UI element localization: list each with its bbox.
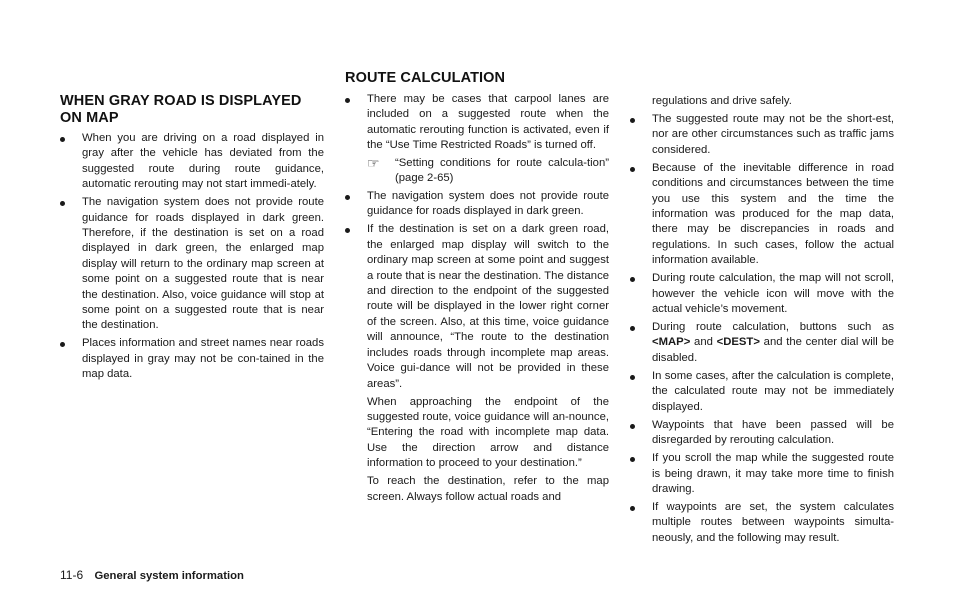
list-item: Waypoints that have been passed will be disregarded by rerouting calculation. (630, 418, 894, 449)
gray-road-list (60, 131, 324, 385)
page-reference (367, 156, 609, 187)
continued-text: regulations and drive safely. (652, 95, 792, 107)
list-item: If you scroll the map while the suggested route is being drawn, it may take more time to finish drawing. (630, 451, 894, 497)
paragraph: To reach the destination, refer to the map screen. Always follow actual roads and (367, 475, 609, 503)
reference-text: “Setting conditions for route calcula-tion” (page 2-65) (395, 156, 609, 185)
list-item: The navigation system does not provide route guidance for roads displayed in dark green. Therefore, if the destination is set on a road displayed in dark green, the enlarged map display will return to the ordinary map screen at some point on a suggested route that is near the destination. Also, voice guidance will stop at some point on a suggested route that is near the destination. (60, 195, 324, 334)
list-item: During route calculation, the map will not scroll, however the vehicle icon will move with the actual vehicle’s movement. (630, 271, 894, 317)
dest-button-label: <DEST> (716, 336, 760, 349)
list-item: In some cases, after the calculation is complete, the calculated route may not be immediately displayed. (630, 369, 894, 415)
list-item: The suggested route may not be the short-est, nor are other circumstances such as traffic jams considered. (630, 112, 894, 158)
list-item: Places information and street names near roads displayed in gray may not be con-tained in the map data. (60, 336, 324, 382)
page-footer (60, 568, 244, 582)
page-number: 11-6 (60, 568, 84, 582)
paragraph: When approaching the endpoint of the suggested route, voice guidance will an-nounce, “Entering the road with incomplete map data. Use the direction arrow and distance information to proceed to your destination.” (367, 395, 609, 470)
list-item (345, 92, 609, 186)
list-item-text: There may be cases that carpool lanes are included on a suggested route when the automatic rerouting function is activated, even if the “Use Time Restricted Roads” is turned off. (367, 93, 609, 152)
list-item: The navigation system does not provide route guidance for roads displayed in dark green. (345, 189, 609, 220)
reference-hand-icon: ☞ (367, 154, 380, 171)
list-item: If the destination is set on a dark green road, the enlarged map display will switch to the ordinary map screen at some point and suggest a route that is near the destination. The distance and direction to the endpoint of the suggested route will be displayed in the lower right corner of the screen. Also, at this time, voice guidance will announce, “The route to the destination includes roads through incomplete map areas. Voice gui-dance will not be provided in these areas”. (345, 222, 609, 391)
list-item-text: During route calculation, buttons such as (652, 321, 894, 334)
route-calculation-list-continued (630, 94, 894, 549)
list-item: If waypoints are set, the system calculates multiple routes between waypoints simulta-neously, and the following may result. (630, 500, 894, 546)
list-item-text: and the center dial will be disabled. (652, 336, 895, 364)
section-heading-gray-road: WHEN GRAY ROAD IS DISPLAYED ON MAP (60, 93, 302, 126)
map-button-label: <MAP> (652, 336, 691, 349)
footer-section-title: General system information (94, 570, 244, 582)
list-item-text: and (694, 336, 713, 349)
list-item (630, 320, 894, 366)
route-calculation-list (345, 92, 609, 508)
list-item: Because of the inevitable difference in road conditions and circumstances between the time you use this system and the time the information was produced for the map data, there may be discrepancies in roads and regulations. In such cases, follow the actual information available. (630, 161, 894, 269)
list-item: When you are driving on a road displayed in gray after the vehicle has deviated from the suggested route during route guidance, automatic rerouting may not start immedi-ately. (60, 131, 324, 193)
section-heading-route-calculation: ROUTE CALCULATION (345, 70, 506, 86)
